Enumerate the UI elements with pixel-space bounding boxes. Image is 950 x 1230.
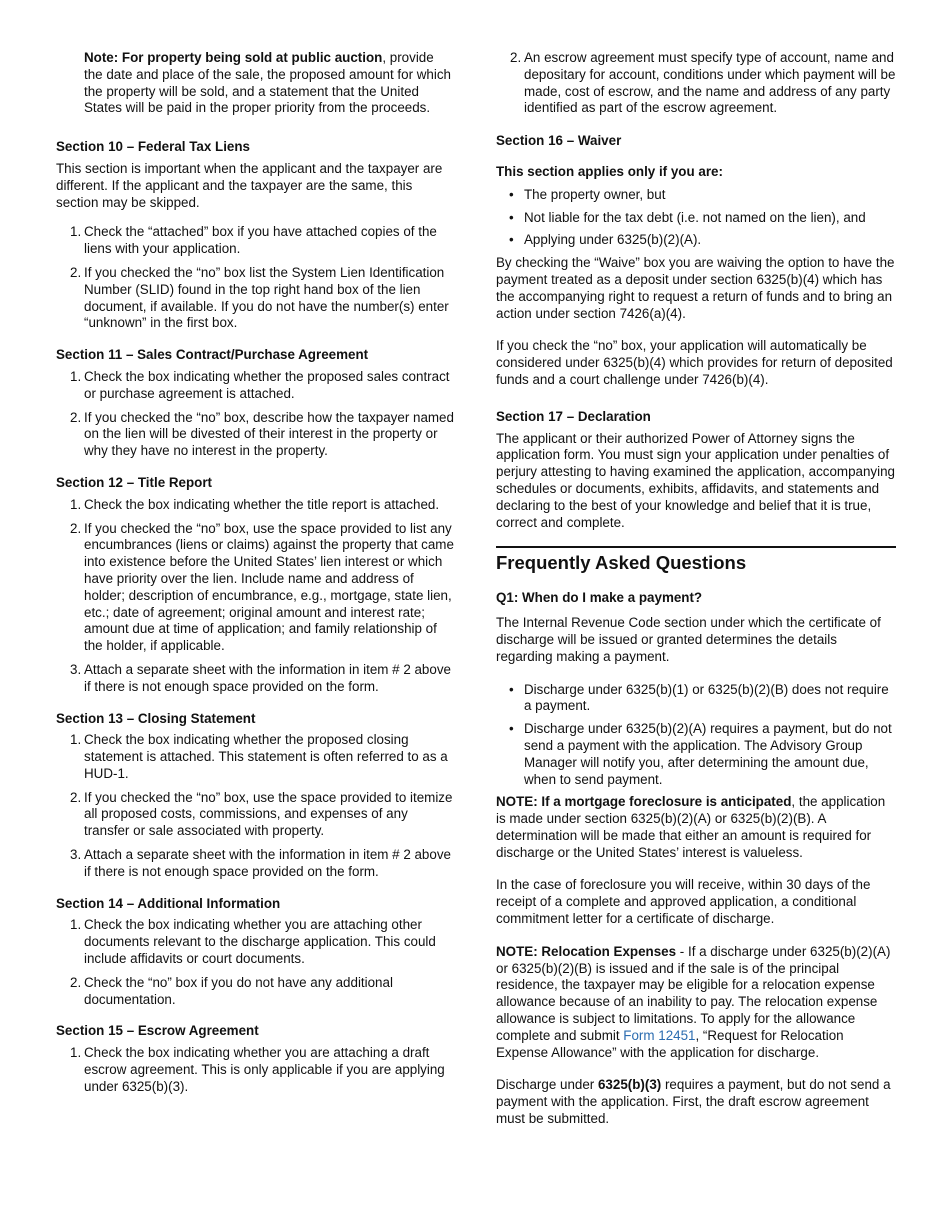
item-number: 1. [70,917,82,933]
list-item [56,790,456,840]
item-number: 1. [70,224,82,240]
list-item [56,224,456,258]
section-16-para-2: If you check the “no” box, your application will automatically be considered under 6325(b)(4) which provides for return of deposited funds and a court challenge under 7426(b)(4). [496,338,893,387]
section-15-steps-continued [496,50,896,117]
list-item [56,1045,456,1095]
item-number: 1. [70,1045,82,1061]
section-11-steps [56,369,456,460]
item-number: 2. [70,520,82,536]
list-item [56,917,456,967]
bullet-icon: • [509,209,514,225]
relocation-note-bold: NOTE: Relocation Expenses [496,943,677,959]
faq-q1-intro: The Internal Revenue Code section under which the certificate of discharge will be issued or granted determines the details regarding making a payment. [496,615,881,664]
item-number: 1. [70,496,82,512]
section-16-title: Section 16 – Waiver [496,133,622,149]
section-17 [496,409,896,532]
section-15-title: Section 15 – Escrow Agreement [56,1023,259,1039]
item-text: If you checked the “no” box, use the space provided to list any encumbrances (liens or claims) against the property that came into existence before the United States’ lien interest or which have priority over the lien. Include name and address of holder; description of encumbrance, e.g., mortgage, state lien, etc.; date of agreement; original amount and interest rate; amount due at time of application; and family relationship of the holder, if applicable. [84,520,454,654]
escrow-code-bold: 6325(b)(3) [597,1077,662,1093]
item-text: Check the “attached” box if you have attached copies of the liens with your application. [84,224,437,257]
section-13-steps [56,732,456,880]
right-column [496,50,896,1128]
section-11 [56,347,456,460]
bullet-text: Applying under 6325(b)(2)(A). [524,232,702,248]
item-number: 1. [70,732,82,748]
list-item [56,847,456,881]
section-17-text: The applicant or their authorized Power of Attorney signs the application form. You must sign your application under penalties of perjury attesting to having examined the application, accompanying schedules or documents, exhibits, affidavits, and statements and declaring to the best of your knowledge and belief that it is true, correct and complete. [496,430,895,530]
section-15 [56,1023,456,1095]
item-text: Check the box indicating whether the proposed closing statement is attached. This statement is often referred to as a HUD-1. [84,732,448,781]
section-14-steps [56,917,456,1008]
section-12-title: Section 12 – Title Report [56,474,213,490]
mortgage-note-text: , the application is made under section 6325(b)(2)(A) or 6325(b)(2)(B). A determination will be made that either an amount is required for discharge or the United States’ interest is valueless. [496,794,886,860]
list-item [56,662,456,696]
item-number: 2. [510,50,522,65]
auction-note [84,50,456,117]
auction-note-text: , provide the date and place of the sale, the proposed amount for which the property will be sold, and a statement that the United States will be paid in the proper priority from the proceeds. [84,50,452,116]
item-number: 3. [70,661,82,677]
bullet-text: Discharge under 6325(b)(2)(A) requires a payment, but do not send a payment with the application. The Advisory Group Manager will notify you, after determining the amount due, when to send payment. [524,721,892,787]
bullet-icon: • [509,721,514,737]
faq-q1: Q1: When do I make a payment? [496,590,703,606]
section-13-title: Section 13 – Closing Statement [56,710,256,726]
escrow-pre: Discharge under [496,1077,598,1093]
list-item [56,521,456,655]
section-10-steps [56,224,456,332]
list-item [496,210,896,227]
section-12-steps [56,497,456,696]
bullet-text: Not liable for the tax debt (i.e. not named on the lien), and [524,209,866,225]
item-text: An escrow agreement must specify type of account, name and depositary for account, conditions under which payment will be made, cost of escrow, and the name and address of any party identified as part of the escrow agreement. [524,50,896,116]
item-text: Check the box indicating whether you are attaching a draft escrow agreement. This is only applicable if you are applying under 6325(b)(3). [84,1045,445,1094]
list-item [56,975,456,1009]
item-text: Check the “no” box if you do not have any additional documentation. [84,974,393,1007]
section-10-intro: This section is important when the applicant and the taxpayer are different. If the applicant and the taxpayer are the same, this section may be skipped. [56,160,443,210]
list-item [56,265,456,332]
list-item [496,187,896,204]
item-text: If you checked the “no” box, use the space provided to itemize all proposed costs, commissions, and expenses of any transfer or sale associated with property. [84,789,453,839]
escrow-discharge-paragraph [496,1077,896,1127]
list-item [56,732,456,782]
item-number: 2. [70,789,82,805]
section-14 [56,896,456,1009]
item-number: 2. [70,264,82,280]
faq-divider [496,546,896,548]
item-number: 2. [70,409,82,425]
section-10-title: Section 10 – Federal Tax Liens [56,139,250,155]
item-number: 3. [70,847,82,863]
relocation-note [496,944,896,1062]
left-column [56,50,456,1111]
bullet-text: Discharge under 6325(b)(1) or 6325(b)(2)(B) does not require a payment. [524,681,889,714]
list-item [496,50,896,117]
section-13 [56,711,456,881]
mortgage-note-bold: NOTE: If a mortgage foreclosure is anticipated [496,794,792,810]
section-16-applies: This section applies only if you are: [496,163,723,179]
auction-note-bold: Note: For property being sold at public auction [84,50,383,65]
list-item [56,497,456,514]
escrow-post: requires a payment, but do not send a payment with the application. First, the draft escrow agreement must be submitted. [496,1077,891,1127]
bullet-text: The property owner, but [524,186,666,202]
section-17-title: Section 17 – Declaration [496,408,651,424]
item-text: Attach a separate sheet with the information in item # 2 above if there is not enough space provided on the form. [84,847,451,879]
mortgage-note [496,794,896,861]
bullet-icon: • [509,681,514,697]
section-12 [56,475,456,696]
relocation-note-text: - If a discharge under 6325(b)(2)(A) or 6325(b)(2)(B) is issued and if the sale is of the principal residence, the taxpayer may be eligible for a relocation expense allowance because of an inability to pay. The relocation expense allowance is subject to limitations. To apply for the allowance complete and submit [496,943,891,1043]
list-item [496,721,896,788]
list-item [56,369,456,403]
section-14-title: Section 14 – Additional Information [56,895,281,911]
item-text: If you checked the “no” box, describe how the taxpayer named on the lien will be divested of their interest in the property or why they have no interest in the property. [84,409,454,459]
section-16-para-1: By checking the “Waive” box you are waiving the option to have the payment treated as a deposit under section 6325(b)(4) which has the accompanying right to request a return of funds and to bring an action under section 7426(a)(4). [496,255,895,321]
list-item [496,682,896,716]
faq-q1-bullets [496,682,896,789]
section-11-title: Section 11 – Sales Contract/Purchase Agreement [56,347,369,363]
item-text: Attach a separate sheet with the information in item # 2 above if there is not enough space provided on the form. [84,661,451,694]
section-15-steps [56,1045,456,1095]
item-number: 2. [70,974,82,990]
form-12451-link[interactable]: Form 12451 [623,1027,696,1043]
list-item [496,232,896,249]
bullet-icon: • [509,232,514,248]
faq-heading: Frequently Asked Questions [496,552,747,574]
foreclosure-paragraph: In the case of foreclosure you will receive, within 30 days of the receipt of a complete and approved application, a conditional commitment letter for a certificate of discharge. [496,877,871,927]
item-text: Check the box indicating whether the title report is attached. [84,496,440,512]
relocation-note-after: , “Request for Relocation Expense Allowance” with the application for discharge. [496,1027,844,1060]
list-item [56,410,456,460]
section-10 [56,139,456,332]
item-number: 1. [70,368,82,384]
section-16 [496,133,896,389]
item-text: If you checked the “no” box list the System Lien Identification Number (SLID) found in the top right hand box of the lien document, if available. If you do not have the number(s) enter “unknown” in the first box. [84,264,449,331]
section-16-bullets [496,187,896,249]
item-text: Check the box indicating whether the proposed sales contract or purchase agreement is attached. [84,368,450,401]
bullet-icon: • [509,186,514,202]
item-text: Check the box indicating whether you are attaching other documents relevant to the discharge application. This could include affidavits or court documents. [84,917,436,967]
